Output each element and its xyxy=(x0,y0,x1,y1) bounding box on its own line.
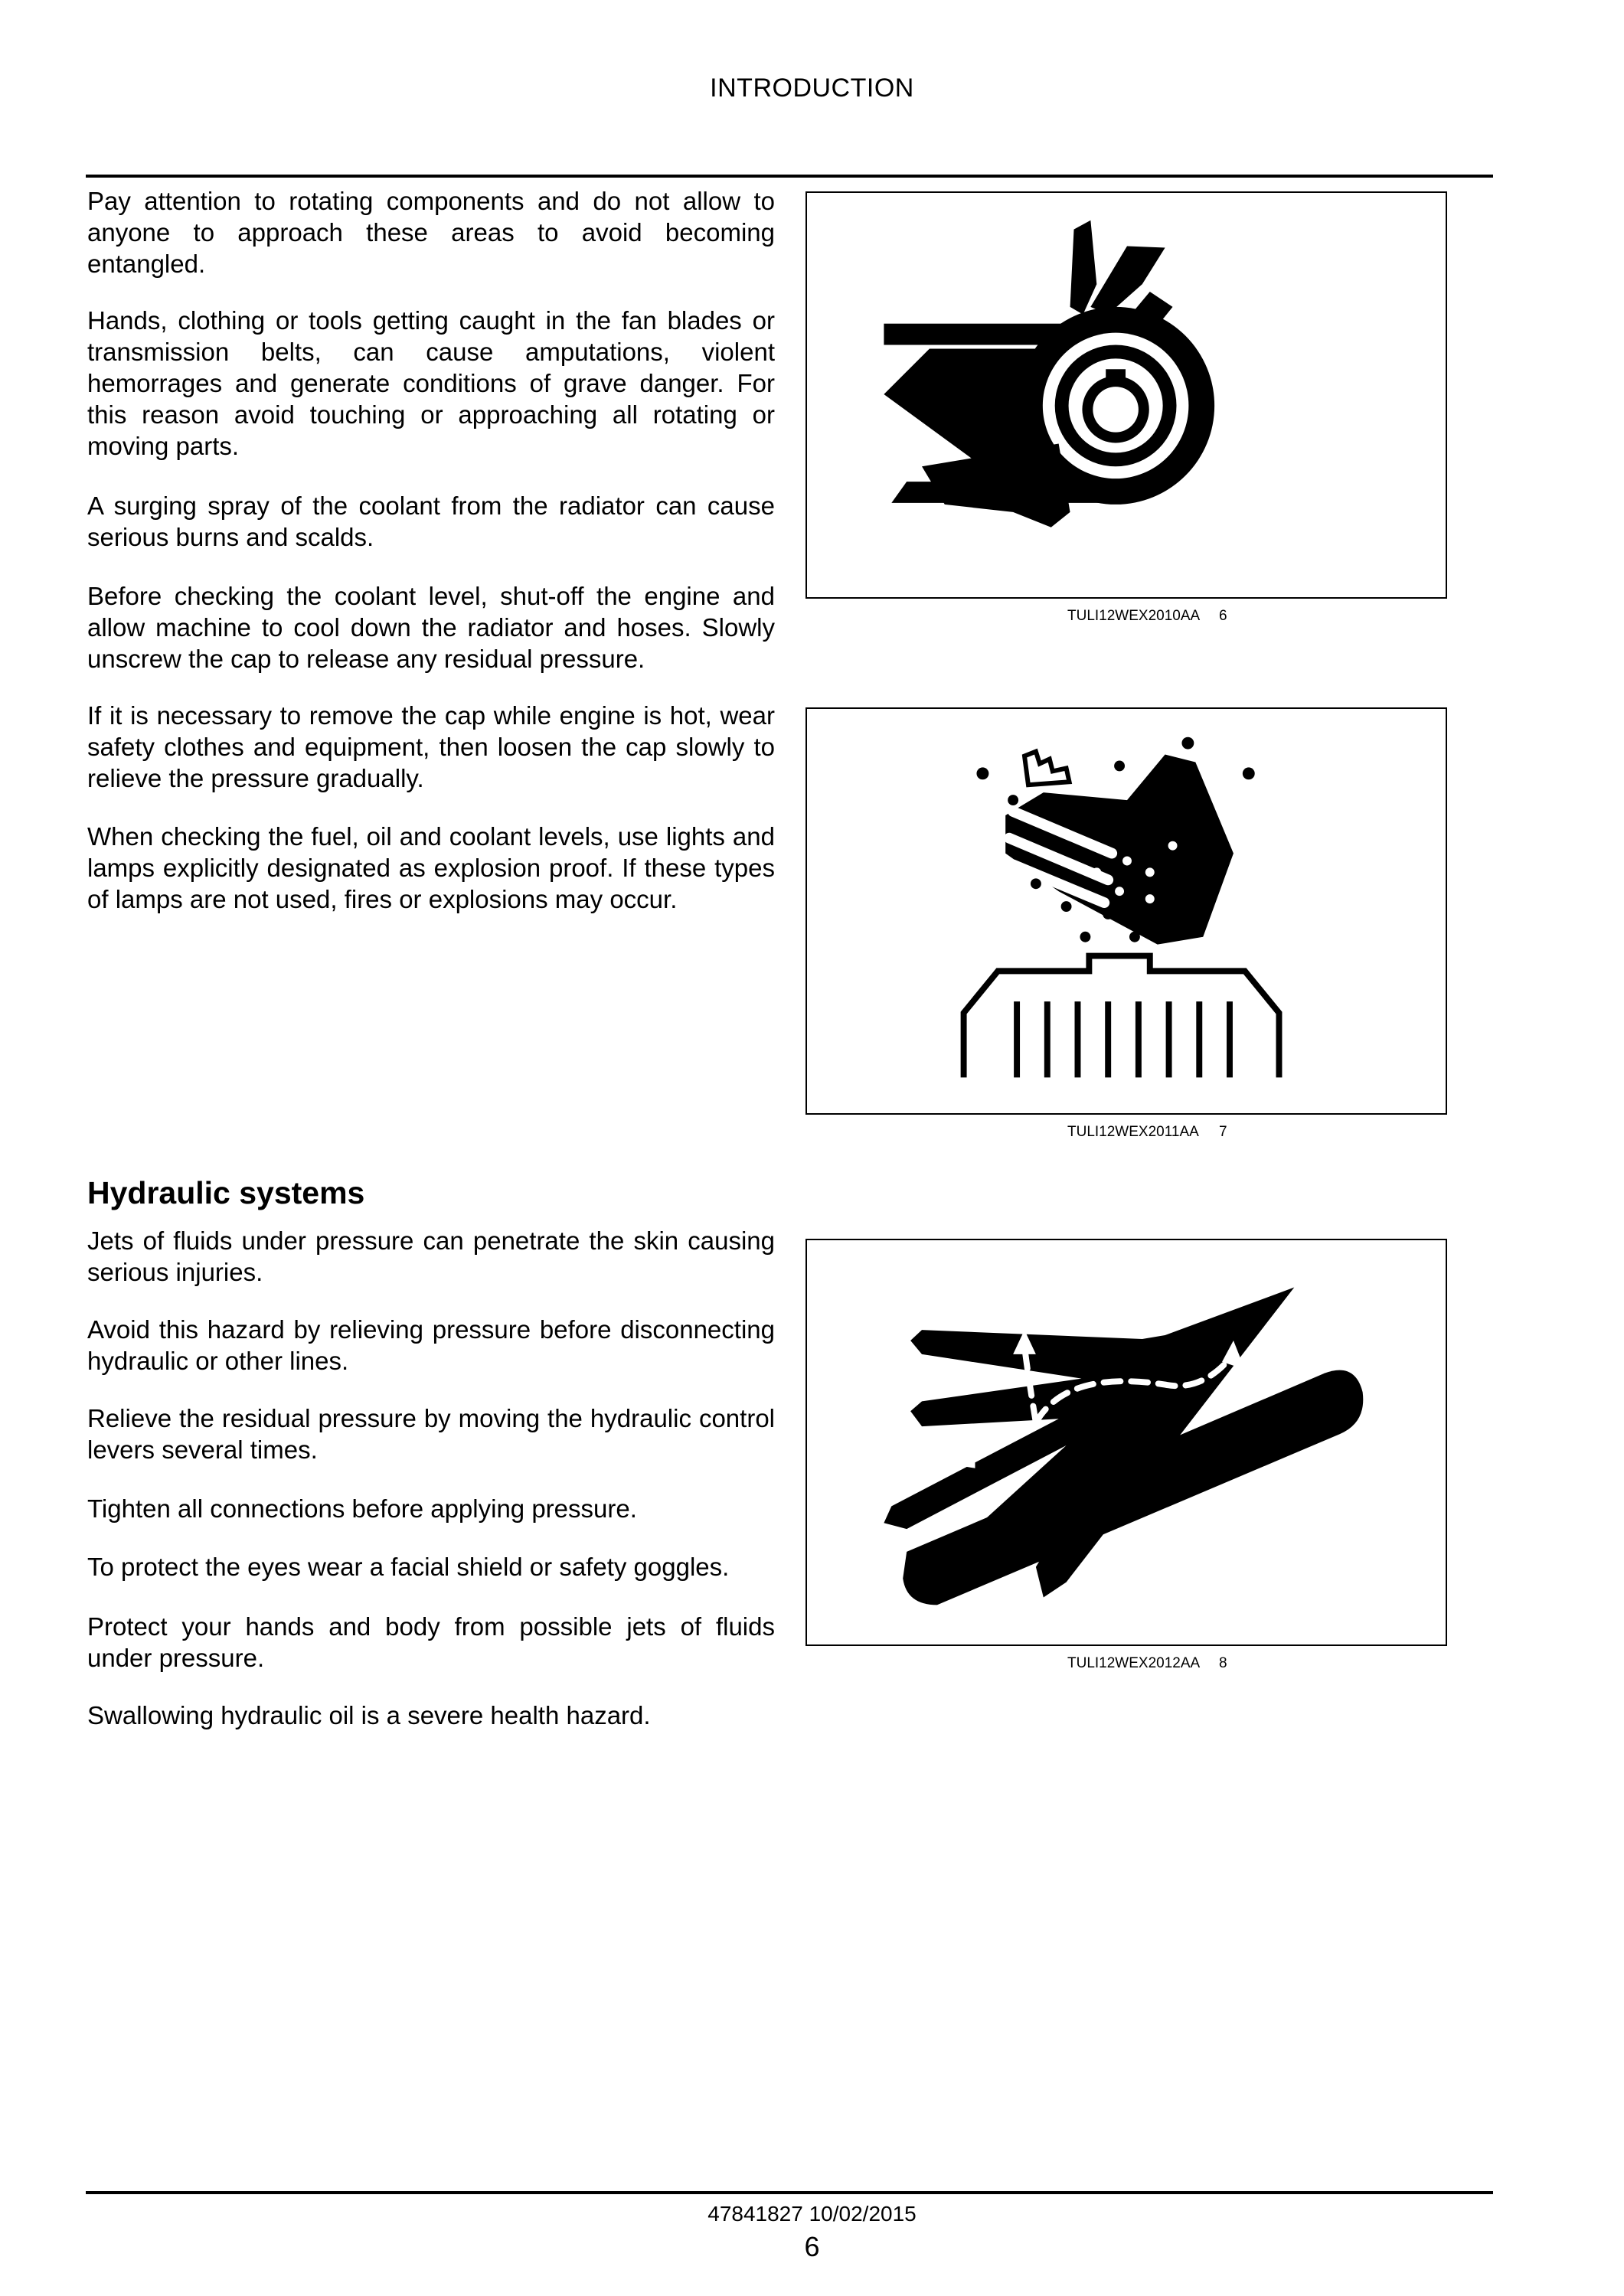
header-title: INTRODUCTION xyxy=(710,73,914,103)
paragraph-hot-cap: If it is necessary to remove the cap while engine is hot, wear safety clothes and equipment, then loosen the cap slowly to relieve the pressure gradually. xyxy=(87,701,775,792)
section-heading-hydraulic: Hydraulic systems xyxy=(87,1175,365,1210)
paragraph-rotating-components: Pay attention to rotating components and do not allow to anyone to approach these areas to avoid becoming entangled. xyxy=(87,187,775,278)
paragraph-swallowing-oil: Swallowing hydraulic oil is a severe health hazard. xyxy=(87,1701,651,1729)
paragraph-protect-hands: Protect your hands and body from possible jets of fluids under pressure. xyxy=(87,1612,775,1672)
figure-code: TULI12WEX2010AA xyxy=(1067,608,1201,624)
rotating-parts-hazard-icon xyxy=(807,193,1446,597)
header-rule xyxy=(86,175,1493,178)
figure-fluid-injection xyxy=(805,1239,1447,1646)
page-number: 6 xyxy=(804,2231,820,2262)
figure-number: 8 xyxy=(1219,1655,1227,1671)
paragraph-entanglement: Hands, clothing or tools getting caught in the fan blades or transmission belts, can cause amputations, violent hemorrages and generate conditions of grave danger. For this reason avoid touching or approaching all rotating or moving parts. xyxy=(87,306,775,460)
paragraph-relieve-before-disconnect: Avoid this hazard by relieving pressure before disconnecting hydraulic or other lines. xyxy=(87,1315,775,1375)
document-reference: 47841827 10/02/2015 xyxy=(707,2202,917,2226)
figure-rotating-parts xyxy=(805,191,1447,599)
figure-code: TULI12WEX2011AA xyxy=(1067,1124,1199,1140)
hot-coolant-spray-hazard-icon xyxy=(807,709,1446,1113)
paragraph-explosion-proof-lamps: When checking the fuel, oil and coolant levels, use lights and lamps explicitly designated as explosion proof. If these types of lamps are not used, fires or explosions may occur. xyxy=(87,822,775,913)
paragraph-coolant-check: Before checking the coolant level, shut-off the engine and allow machine to cool down the radiator and hoses. Slowly unscrew the cap to release any residual pressure. xyxy=(87,582,775,673)
figure-code: TULI12WEX2012AA xyxy=(1067,1655,1201,1671)
paragraph-control-levers: Relieve the residual pressure by moving the hydraulic control levers several times. xyxy=(87,1404,775,1464)
figure-caption-6 xyxy=(1067,608,1227,625)
figure-caption-8 xyxy=(1067,1655,1227,1672)
paragraph-fluid-jets: Jets of fluids under pressure can penetrate the skin causing serious injuries. xyxy=(87,1226,775,1286)
figure-number: 7 xyxy=(1219,1124,1227,1140)
paragraph-tighten-connections: Tighten all connections before applying pressure. xyxy=(87,1494,637,1523)
figure-coolant-spray xyxy=(805,707,1447,1115)
footer-rule xyxy=(86,2191,1493,2194)
figure-number: 6 xyxy=(1219,608,1227,624)
paragraph-face-shield: To protect the eyes wear a facial shield or safety goggles. xyxy=(87,1553,730,1581)
fluid-injection-hazard-icon xyxy=(807,1240,1446,1644)
figure-caption-7 xyxy=(1067,1124,1227,1141)
paragraph-coolant-spray: A surging spray of the coolant from the radiator can cause serious burns and scalds. xyxy=(87,492,775,551)
